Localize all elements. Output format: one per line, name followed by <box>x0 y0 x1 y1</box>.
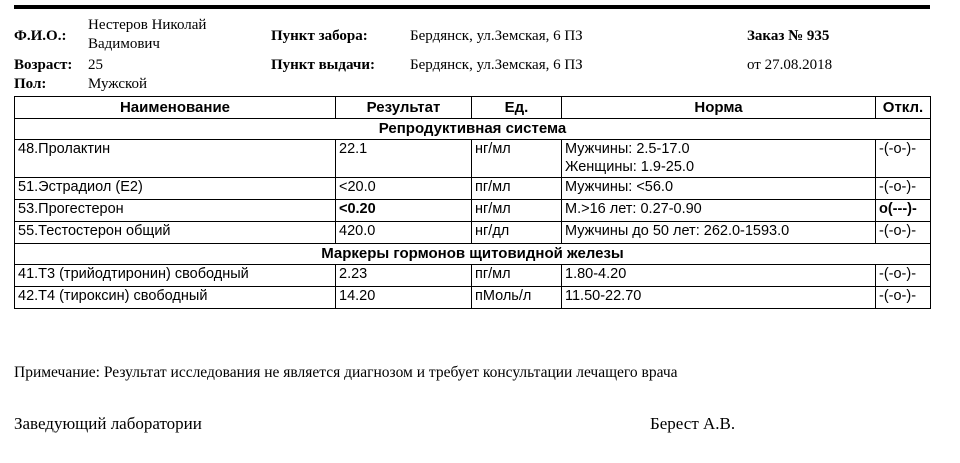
test-deviation: -(-o-)- <box>876 140 931 178</box>
test-norm: 11.50-22.70 <box>562 287 876 309</box>
lab-head-label: Заведующий лаборатории <box>14 414 202 433</box>
table-header-row <box>15 97 931 119</box>
pickup-value: Бердянск, ул.Земская, 6 ПЗ <box>410 28 583 44</box>
test-deviation: -(-o-)- <box>876 287 931 309</box>
test-unit: пМоль/л <box>472 287 562 309</box>
delivery-value: Бердянск, ул.Земская, 6 ПЗ <box>410 57 583 73</box>
test-norm: 1.80-4.20 <box>562 265 876 287</box>
test-name: 41.Т3 (трийодтиронин) свободный <box>15 265 336 287</box>
col-header-name: Наименование <box>15 97 336 119</box>
test-deviation: -(-o-)- <box>876 178 931 200</box>
lab-head-name: Берест А.В. <box>650 414 736 433</box>
col-header-deviation: Откл. <box>876 97 931 119</box>
test-result: 420.0 <box>336 222 472 244</box>
fio-label: Ф.И.О.: <box>14 28 67 44</box>
order-number: Заказ № 935 <box>747 28 830 44</box>
table-row <box>15 140 931 178</box>
age-value: 25 <box>88 57 103 73</box>
test-result: <20.0 <box>336 178 472 200</box>
disclaimer-note: Примечание: Результат исследования не является диагнозом и требует консультации лечащего врача <box>14 364 678 381</box>
test-unit: нг/дл <box>472 222 562 244</box>
test-norm: Мужчины до 50 лет: 262.0-1593.0 <box>562 222 876 244</box>
order-date: от 27.08.2018 <box>747 57 833 73</box>
table-row <box>15 287 931 309</box>
sex-value: Мужской <box>88 76 148 92</box>
col-header-unit: Ед. <box>472 97 562 119</box>
test-norm <box>562 140 876 178</box>
test-norm: М.>16 лет: 0.27-0.90 <box>562 200 876 222</box>
results-table <box>14 96 931 309</box>
test-unit: пг/мл <box>472 178 562 200</box>
test-deviation: o(---)- <box>876 200 931 222</box>
test-norm: Мужчины: <56.0 <box>562 178 876 200</box>
fio-value-line2: Вадимович <box>88 36 160 52</box>
pickup-label: Пункт забора: <box>271 28 368 44</box>
col-header-result: Результат <box>336 97 472 119</box>
test-unit: пг/мл <box>472 265 562 287</box>
section-row <box>15 244 931 265</box>
header-rule <box>14 5 930 9</box>
test-result: 2.23 <box>336 265 472 287</box>
test-result: 22.1 <box>336 140 472 178</box>
norm-line: Мужчины: 2.5-17.0 <box>565 141 690 157</box>
test-name: 53.Прогестерон <box>15 200 336 222</box>
table-row <box>15 200 931 222</box>
delivery-label: Пункт выдачи: <box>271 57 375 73</box>
test-name: 55.Тестостерон общий <box>15 222 336 244</box>
table-row <box>15 178 931 200</box>
fio-value-line1: Нестеров Николай <box>88 17 207 33</box>
table-row <box>15 222 931 244</box>
section-title: Маркеры гормонов щитовидной железы <box>15 244 931 265</box>
age-label: Возраст: <box>14 57 73 73</box>
test-unit: нг/мл <box>472 140 562 178</box>
test-name: 42.Т4 (тироксин) свободный <box>15 287 336 309</box>
test-result: <0.20 <box>336 200 472 222</box>
test-deviation: -(-o-)- <box>876 222 931 244</box>
sex-label: Пол: <box>14 76 47 92</box>
test-name: 51.Эстрадиол (Е2) <box>15 178 336 200</box>
test-unit: нг/мл <box>472 200 562 222</box>
col-header-norm: Норма <box>562 97 876 119</box>
test-deviation: -(-o-)- <box>876 265 931 287</box>
test-result: 14.20 <box>336 287 472 309</box>
section-row <box>15 119 931 140</box>
norm-line: Женщины: 1.9-25.0 <box>565 159 695 175</box>
table-row <box>15 265 931 287</box>
section-title: Репродуктивная система <box>15 119 931 140</box>
test-name: 48.Пролактин <box>15 140 336 178</box>
